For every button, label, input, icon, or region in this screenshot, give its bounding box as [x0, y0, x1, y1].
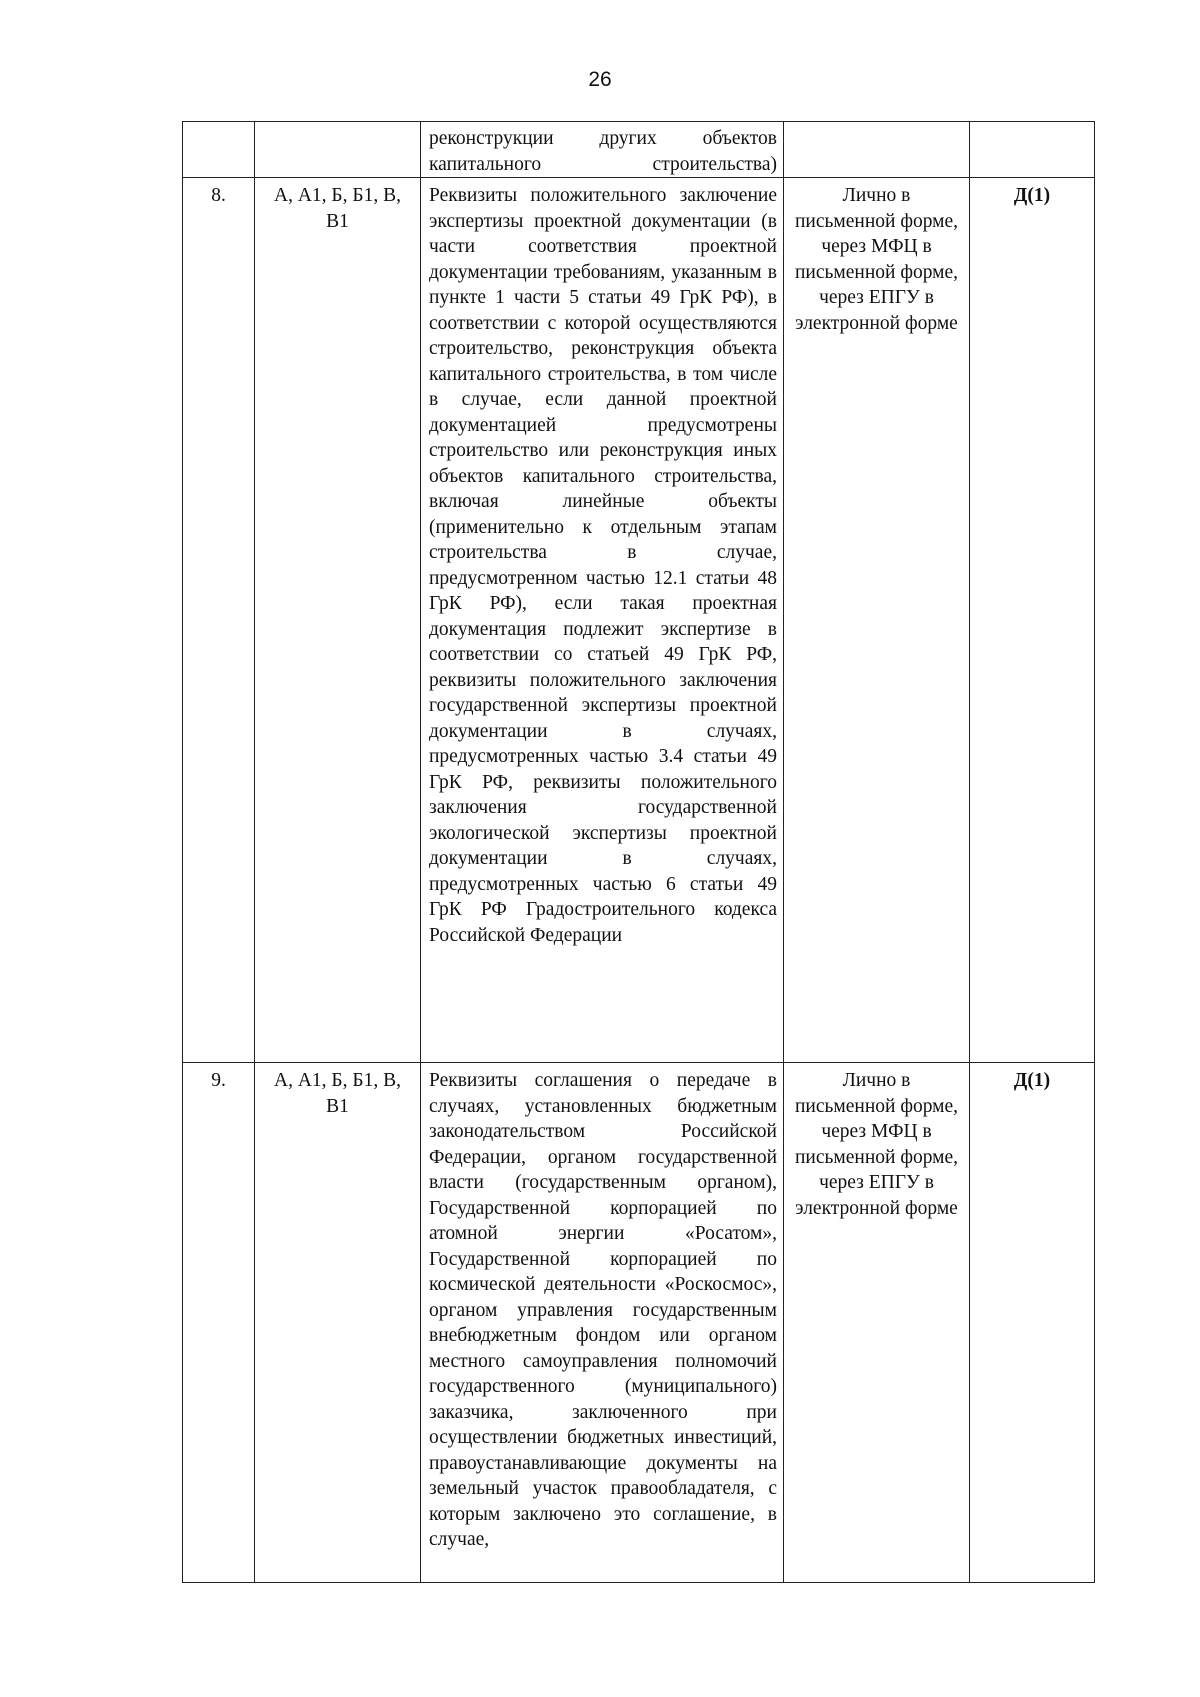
row-number-cell: 9.: [183, 1063, 255, 1583]
document-description-cell: Реквизиты соглашения о передаче в случаях, установленных бюджетным законодательством Российской Федерации, органом государственной власти (государственным органом), Государственной корпорацией по атомной энергии «Росатом», Государственной корпорацией по космической деятельности «Роскосмос», органом управления государственным внебюджетным фондом или органом местного самоуправления полномочий государственного (муниципального) заказчика, заключенного при осуществлении бюджетных инвестиций, правоустанавливающие документы на земельный участок правообладателя, с которым заключено это соглашение, в случае,: [421, 1063, 784, 1583]
page-number: 26: [588, 68, 612, 91]
document-code-cell: Д(1): [970, 178, 1095, 1063]
submission-method-cell: Лично в письменной форме, через МФЦ в письменной форме, через ЕПГУ в электронной форме: [784, 178, 970, 1063]
row-number-cell: [183, 122, 255, 178]
table-row: [183, 178, 1095, 1063]
applicant-categories-cell: [255, 122, 421, 178]
table-row: [183, 1063, 1095, 1583]
document-description-cell: реконструкции других объектов капитального строительства): [421, 122, 784, 178]
row-number-cell: 8.: [183, 178, 255, 1063]
applicant-categories-cell: А, А1, Б, Б1, В, В1: [255, 1063, 421, 1583]
submission-method-cell: [784, 122, 970, 178]
table-row: [183, 122, 1095, 178]
document-description-cell: Реквизиты положительного заключение экспертизы проектной документации (в части соответствия проектной документации требованиям, указанным в пункте 1 части 5 статьи 49 ГрК РФ), в соответствии с которой осуществляются строительство, реконструкция объекта капитального строительства, в том числе в случае, если данной проектной документацией предусмотрены строительство или реконструкция иных объектов капитального строительства, включая линейные объекты (применительно к отдельным этапам строительства в случае, предусмотренном частью 12.1 статьи 48 ГрК РФ), если такая проектная документация подлежит экспертизе в соответствии со статьей 49 ГрК РФ, реквизиты положительного заключения государственной экспертизы проектной документации в случаях, предусмотренных частью 3.4 статьи 49 ГрК РФ, реквизиты положительного заключения государственной экологической экспертизы проектной документации в случаях, предусмотренных частью 6 статьи 49 ГрК РФ Градостроительного кодекса Российской Федерации: [421, 178, 784, 1063]
submission-method-cell: Лично в письменной форме, через МФЦ в письменной форме, через ЕПГУ в электронной форме: [784, 1063, 970, 1583]
applicant-categories-cell: А, А1, Б, Б1, В, В1: [255, 178, 421, 1063]
document-code-cell: [970, 122, 1095, 178]
document-code-cell: Д(1): [970, 1063, 1095, 1583]
document-table: [182, 121, 1095, 1583]
